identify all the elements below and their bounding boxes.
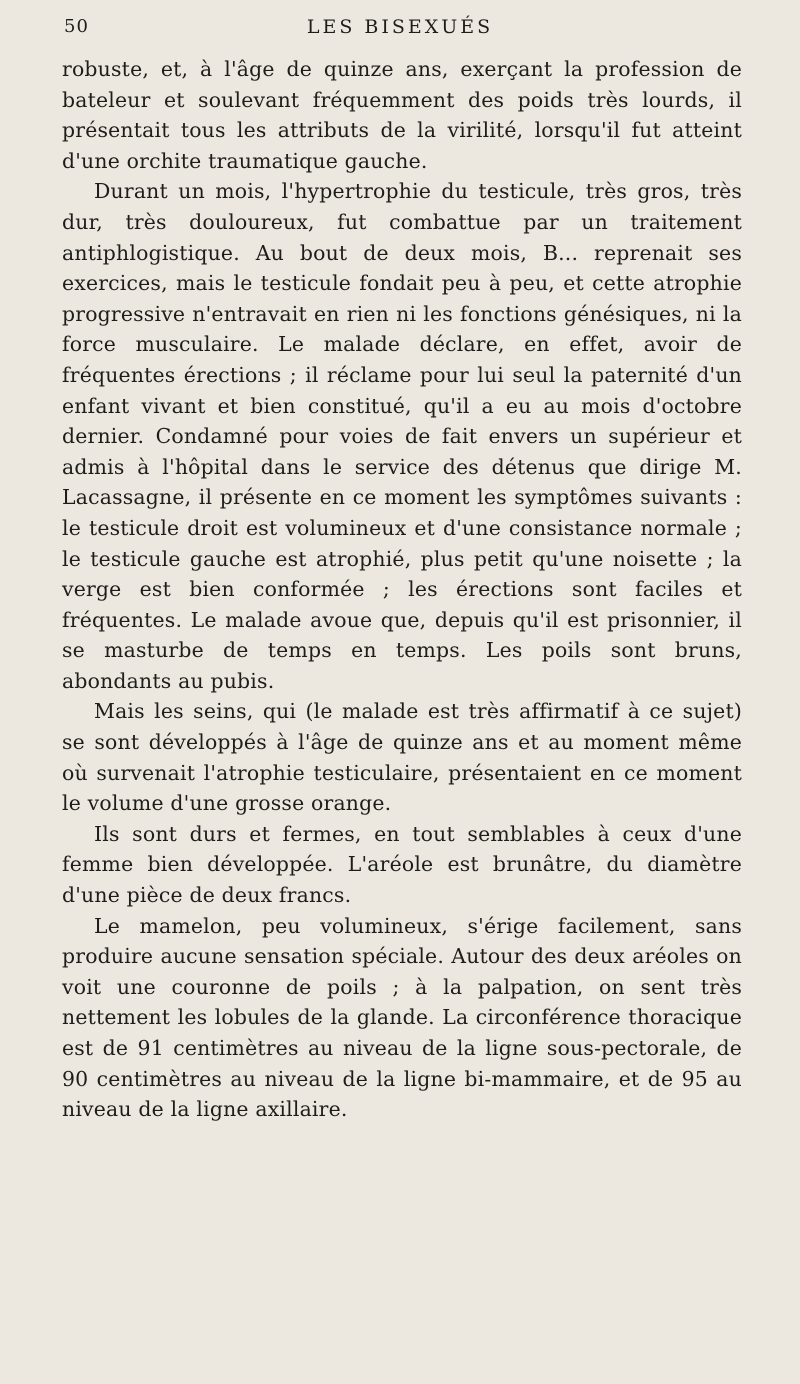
page-number: 50 — [64, 16, 89, 37]
body-text — [62, 54, 742, 1125]
paragraph-1: robuste, et, à l'âge de quinze ans, exerçant la profession de bateleur et soulevant fréquemment des poids très lourds, il présentait tous les attributs de la virilité, lorsqu'il fut atteint d'une orchite traumatique gauche. — [62, 57, 742, 173]
paragraph-5: Le mamelon, peu volumineux, s'érige facilement, sans produire aucune sensation spéciale. Autour des deux aréoles on voit une couronne de poils ; à la palpation, on sent très nettement les lobules de la glande. La circonférence thoracique est de 91 centimètres au niveau de la ligne sous-pectorale, de 90 centimètres au niveau de la ligne bi-mammaire, et de 95 au niveau de la ligne axillaire. — [62, 913, 742, 1122]
paragraph-4: Ils sont durs et fermes, en tout semblables à ceux d'une femme bien développée. L'aréole est brunâtre, du diamètre d'une pièce de deux francs. — [62, 821, 742, 908]
running-head — [60, 14, 740, 44]
paragraph-2: Durant un mois, l'hypertrophie du testicule, très gros, très dur, très douloureux, fut combattue par un traitement antiphlogistique. Au bout de deux mois, B... reprenait ses exercices, mais le testicule fondait peu à peu, et cette atrophie progressive n'entravait en rien ni les fonctions génésiques, ni la force musculaire. Le malade déclare, en effet, avoir de fréquentes érections ; il réclame pour lui seul la paternité d'un enfant vivant et bien constitué, qu'il a eu au mois d'octobre dernier. Condamné pour voies de fait envers un supérieur et admis à l'hôpital dans le service des détenus que dirige M. Lacassagne, il présente en ce moment les symptômes suivants : le testicule droit est volumineux et d'une consistance normale ; le testicule gauche est atrophié, plus petit qu'une noisette ; la verge est bien conformée ; les érections sont faciles et fréquentes. Le malade avoue que, depuis qu'il est prisonnier, il se masturbe de temps en temps. Les poils sont bruns, abondants au pubis. — [62, 179, 742, 693]
running-title: LES BISEXUÉS — [306, 16, 494, 38]
paragraph-3: Mais les seins, qui (le malade est très affirmatif à ce sujet) se sont développés à l'âge de quinze ans et au moment même où survenait l'atrophie testiculaire, présentaient en ce moment le volume d'une grosse orange. — [62, 699, 742, 816]
